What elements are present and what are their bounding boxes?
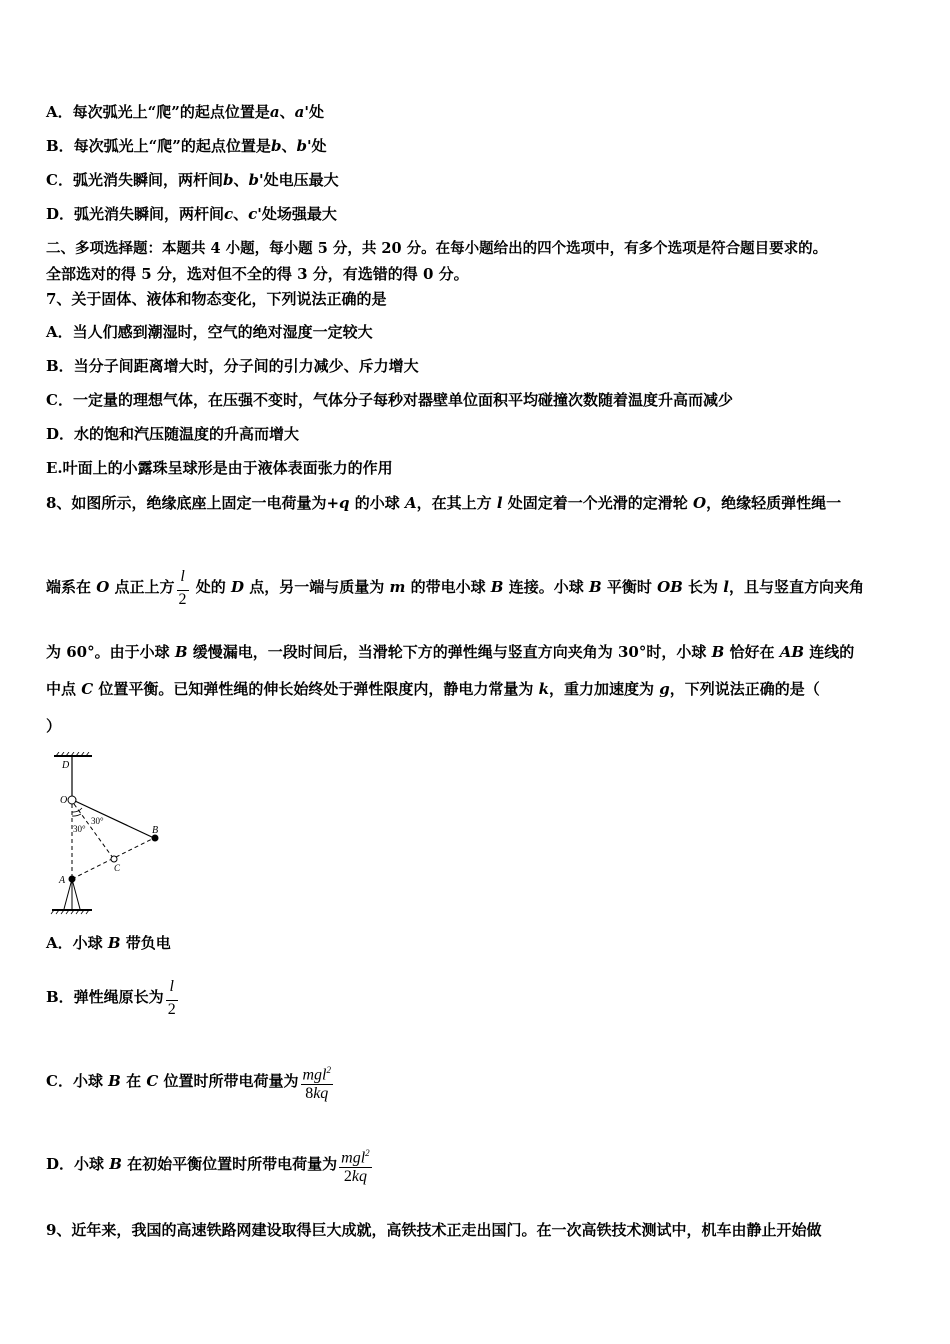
- point-c: [111, 856, 117, 862]
- q6-option-b: B．每次弧光上“爬”的起点位置是b、b'处: [46, 137, 327, 155]
- q7-option-e: E.叶面上的小露珠呈球形是由于液体表面张力的作用: [46, 459, 393, 477]
- fraction-l-over-2-option: $\frac{l}{2}$: [167, 977, 176, 1018]
- stand-leg-left: [64, 879, 72, 909]
- q8-option-c: C．小球 B 在 C 位置时所带电荷量为 $\frac{mgl^2}{8kq}$: [46, 1052, 335, 1110]
- q7-stem: 7、关于固体、液体和物态变化，下列说法正确的是: [46, 290, 387, 308]
- section2-line2: 全部选对的得 5 分，选对但不全的得 3 分，有选错的得 0 分。: [46, 265, 469, 283]
- label-b: B: [152, 825, 159, 836]
- q6-option-c: C．弧光消失瞬间，两杆间b、b'处电压最大: [46, 171, 339, 189]
- angle-arc-2: [72, 814, 81, 816]
- q7-option-a: A．当人们感到潮湿时，空气的绝对湿度一定较大: [46, 323, 373, 341]
- q7-option-b: B．当分子间距离增大时，分子间的引力减少、斥力增大: [46, 357, 419, 375]
- section2-line1: 二、多项选择题：本题共 4 小题，每小题 5 分，共 20 分。在每小题给出的四个选项中，有多个选项是符合题目要求的。: [46, 240, 828, 257]
- q8-option-a: A．小球 B 带负电: [46, 934, 171, 952]
- q8-line2: 端系在 O 点正上方 $\frac{l}{2}$ 处的 D 点，另一端与质量为 m 的带电小球 B 连接。小球 B 平衡时 OB 长为 l，且与竖直方向夹角: [46, 567, 864, 608]
- angle-arc-1: [72, 808, 82, 812]
- label-c: C: [114, 863, 121, 873]
- q7-option-d: D．水的饱和汽压随温度的升高而增大: [46, 425, 300, 443]
- q7-option-c: C．一定量的理想气体，在压强不变时，气体分子每秒对器壁单位面积平均碰撞次数随着温度升高而减少: [46, 391, 733, 409]
- rope-ob: [75, 801, 154, 838]
- pulley-diagram: [50, 752, 180, 917]
- q8-line4: 中点 C 位置平衡。已知弹性绳的伸长始终处于弹性限度内，静电力常量为 k，重力加速度为 g，下列说法正确的是（: [46, 680, 820, 698]
- q8-option-d: D．小球 B 在初始平衡位置时所带电荷量为 $\frac{mgl^2}{2kq}$: [46, 1135, 374, 1193]
- q8-line1: 8、如图所示，绝缘底座上固定一电荷量为+q 的小球 A，在其上方 l 处固定着一个光滑的定滑轮 O，绝缘轻质弹性绳一: [46, 494, 842, 512]
- fraction-l-over-2: $\frac{l}{2}$: [178, 567, 187, 608]
- angle-label-1: 30°: [91, 816, 104, 826]
- q8-option-b: B．弹性绳原长为 $\frac{l}{2}$: [46, 977, 176, 1018]
- label-a: A: [59, 875, 66, 886]
- angle-label-2: 30°: [73, 824, 86, 834]
- q6-option-d: D．弧光消失瞬间，两杆间c、c'处场强最大: [46, 205, 337, 223]
- q8-line3: 为 60°。由于小球 B 缓慢漏电，一段时间后，当滑轮下方的弹性绳与竖直方向夹角为 30°时，小球 B 恰好在 AB 连线的: [46, 643, 855, 661]
- fraction-mgl2-over-2kq: $\frac{mgl^2}{2kq}$: [341, 1147, 370, 1186]
- stand-leg-right: [72, 879, 80, 909]
- fraction-mgl2-over-8kq: $\frac{mgl^2}{8kq}$: [302, 1064, 331, 1103]
- pulley-circle: [68, 796, 76, 804]
- q9-stem: 9、近年来，我国的高速铁路网建设取得巨大成就，高铁技术正走出国门。在一次高铁技术测试中，机车由静止开始做: [46, 1221, 822, 1239]
- label-d: D: [62, 760, 70, 771]
- label-o: O: [60, 795, 68, 806]
- q6-option-a: A．每次弧光上“爬”的起点位置是a、a'处: [46, 103, 324, 121]
- q8-line5: ）: [46, 717, 62, 735]
